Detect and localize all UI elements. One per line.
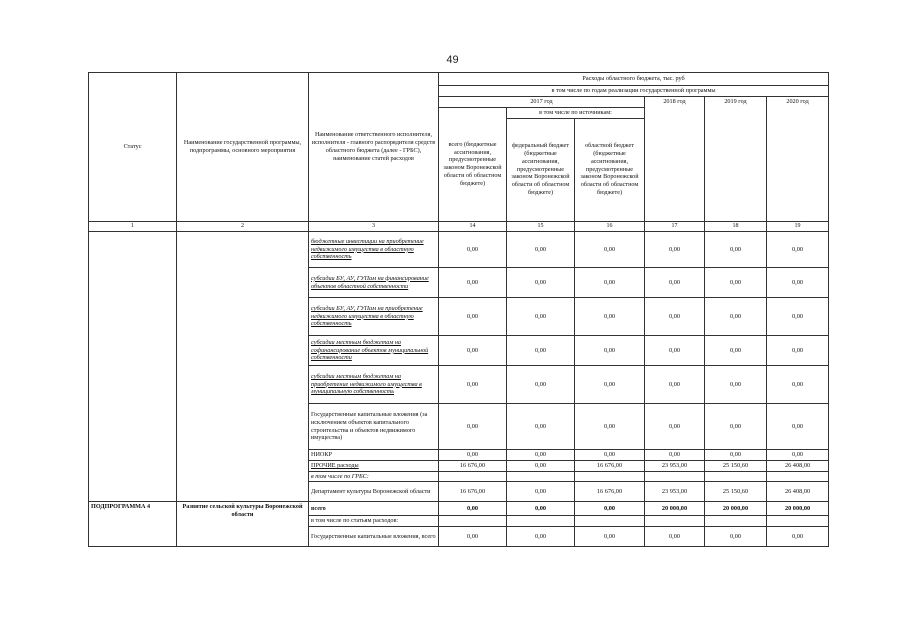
program-cell-empty [177, 232, 309, 502]
value-cell: 0,00 [439, 298, 507, 336]
header-year-2017: 2017 год [439, 96, 645, 107]
row-label: в том числе по статьям расходов: [309, 516, 439, 527]
value-cell: 0,00 [439, 527, 507, 547]
subprogram-status: ПОДПРОГРАММА 4 [89, 502, 177, 547]
value-cell: 0,00 [645, 450, 705, 461]
col-number: 18 [705, 221, 767, 232]
value-cell: 0,00 [767, 232, 829, 268]
value-cell: 0,00 [507, 404, 575, 450]
value-cell: 0,00 [705, 298, 767, 336]
value-cell: 0,00 [645, 336, 705, 366]
value-cell: 20 000,00 [767, 502, 829, 516]
value-cell: 0,00 [507, 527, 575, 547]
col-number: 3 [309, 221, 439, 232]
col-number: 15 [507, 221, 575, 232]
value-cell: 0,00 [575, 366, 645, 404]
header-status: Статус [89, 73, 177, 222]
value-cell: 0,00 [507, 460, 575, 471]
value-cell: 25 150,60 [705, 482, 767, 502]
header-year-2020: 2020 год [767, 96, 829, 221]
value-cell: 20 000,00 [705, 502, 767, 516]
budget-table [88, 72, 829, 547]
value-cell: 0,00 [767, 268, 829, 298]
row-label: всего [309, 502, 439, 516]
header-by-sources: в том числе по источникам: [507, 107, 645, 118]
column-numbers-row [89, 221, 829, 232]
header-program-name: Наименование государственной программы, подпрограммы, основного мероприятия [177, 73, 309, 222]
value-cell: 0,00 [705, 450, 767, 461]
value-cell: 0,00 [439, 502, 507, 516]
value-cell: 0,00 [705, 268, 767, 298]
budget-table-sheet [88, 72, 828, 547]
value-cell: 0,00 [575, 336, 645, 366]
value-cell: 0,00 [575, 450, 645, 461]
value-cell: 16 676,00 [439, 460, 507, 471]
value-cell: 0,00 [507, 366, 575, 404]
value-cell: 0,00 [705, 232, 767, 268]
value-cell: 26 408,00 [767, 482, 829, 502]
row-label: Государственные капитальные вложения, всего [309, 527, 439, 547]
row-label: субсидии местным бюджетам на софинансирование объектов муниципальной собственности [309, 336, 439, 366]
header-total-col: всего (бюджетные ассигнования, предусмотренные законом Воронежской области об областном бюджете) [439, 107, 507, 221]
row-label: в том числе по ГРБС: [309, 471, 439, 482]
value-cell: 0,00 [575, 527, 645, 547]
value-cell: 0,00 [439, 404, 507, 450]
row-label: субсидии местным бюджетам на приобретение недвижимого имущества в муниципальную собственность [309, 366, 439, 404]
value-cell: 0,00 [439, 450, 507, 461]
header-executor: Наименование ответственного исполнителя, исполнителя - главного распорядителя средств областного бюджета (далее - ГРБС), наименование статей расходов [309, 73, 439, 222]
value-cell: 16 676,00 [439, 482, 507, 502]
value-cell: 0,00 [507, 450, 575, 461]
value-cell: 0,00 [439, 232, 507, 268]
value-cell: 0,00 [507, 482, 575, 502]
row-label: бюджетные инвестиции на приобретение недвижимого имущества в областную собственность [309, 232, 439, 268]
value-cell: 0,00 [767, 527, 829, 547]
col-number: 19 [767, 221, 829, 232]
value-cell: 0,00 [645, 527, 705, 547]
value-cell: 0,00 [507, 232, 575, 268]
value-cell: 0,00 [575, 298, 645, 336]
value-cell: 16 676,00 [575, 460, 645, 471]
header-expenses-title: Расходы областного бюджета, тыс. руб [439, 73, 829, 86]
value-cell: 0,00 [705, 366, 767, 404]
header-year-2018: 2018 год [645, 96, 705, 221]
row-label: Департамент культуры Воронежской области [309, 482, 439, 502]
value-cell: 0,00 [575, 502, 645, 516]
value-cell: 0,00 [439, 336, 507, 366]
header-by-years: в том числе по годам реализации государственной программы [439, 86, 829, 97]
table-row [89, 232, 829, 268]
header-year-2019: 2019 год [705, 96, 767, 221]
row-label: Государственные капитальные вложения (за исключением объектов капитального строительства и объектов недвижимого имущества) [309, 404, 439, 450]
header-federal-col: федеральный бюджет (бюджетные ассигнования, предусмотренные законом Воронежской области об областном бюджете) [507, 118, 575, 221]
col-number: 17 [645, 221, 705, 232]
value-cell: 23 953,00 [645, 482, 705, 502]
value-cell: 0,00 [575, 268, 645, 298]
value-cell: 0,00 [439, 366, 507, 404]
page-number: 49 [446, 54, 459, 66]
row-label: субсидии БУ, АУ, ГУПам на финансирование объектов областной собственности [309, 268, 439, 298]
col-number: 1 [89, 221, 177, 232]
value-cell: 0,00 [705, 404, 767, 450]
value-cell: 0,00 [705, 527, 767, 547]
col-number: 16 [575, 221, 645, 232]
value-cell: 0,00 [507, 298, 575, 336]
col-number: 14 [439, 221, 507, 232]
value-cell: 0,00 [645, 268, 705, 298]
status-cell-empty [89, 232, 177, 502]
value-cell: 26 408,00 [767, 460, 829, 471]
value-cell: 0,00 [439, 268, 507, 298]
value-cell: 0,00 [767, 298, 829, 336]
value-cell: 0,00 [575, 232, 645, 268]
value-cell: 0,00 [767, 336, 829, 366]
value-cell: 0,00 [705, 336, 767, 366]
value-cell: 25 150,60 [705, 460, 767, 471]
row-label: ПРОЧИЕ расходы [309, 460, 439, 471]
value-cell: 0,00 [507, 502, 575, 516]
header-regional-col: областной бюджет (бюджетные ассигнования, предусмотренные законом Воронежской области об областном бюджете) [575, 118, 645, 221]
value-cell: 0,00 [645, 232, 705, 268]
row-label: субсидии БУ, АУ, ГУПам на приобретение недвижимого имущества в областную собственность [309, 298, 439, 336]
value-cell: 0,00 [507, 268, 575, 298]
value-cell: 0,00 [575, 404, 645, 450]
value-cell: 0,00 [645, 366, 705, 404]
col-number: 2 [177, 221, 309, 232]
value-cell: 0,00 [767, 450, 829, 461]
value-cell: 0,00 [767, 366, 829, 404]
value-cell: 0,00 [767, 404, 829, 450]
value-cell: 23 953,00 [645, 460, 705, 471]
value-cell: 20 000,00 [645, 502, 705, 516]
subprogram-name: Развитие сельской культуры Воронежской области [177, 502, 309, 547]
value-cell: 0,00 [507, 336, 575, 366]
table-row [89, 502, 829, 516]
value-cell: 16 676,00 [575, 482, 645, 502]
value-cell: 0,00 [645, 298, 705, 336]
value-cell: 0,00 [645, 404, 705, 450]
row-label: НИОКР [309, 450, 439, 461]
